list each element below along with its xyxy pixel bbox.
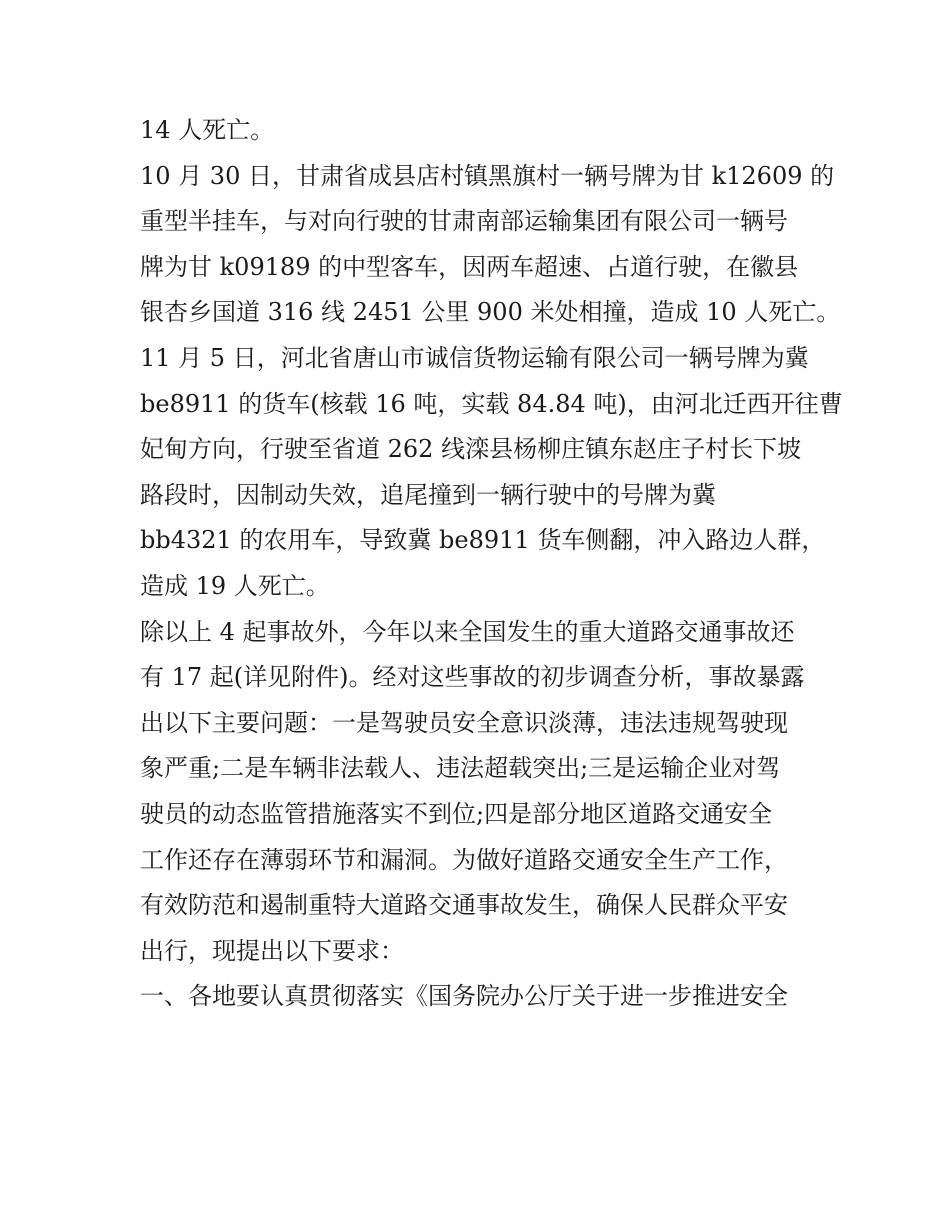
text-line: 造成 19 人死亡。 (140, 571, 330, 600)
text-line: 牌为甘 k09189 的中型客车，因两车超速、占道行驶，在徽县 (140, 252, 799, 281)
document-body (140, 108, 843, 1020)
text-line: 妃甸方向，行驶至省道 262 线滦县杨柳庄镇东赵庄子村长下坡 (140, 435, 802, 464)
text-line: 11 月 5 日，河北省唐山市诚信货物运输有限公司一辆号牌为冀 (140, 343, 809, 372)
text-line: 银杏乡国道 316 线 2451 公里 900 米处相撞，造成 10 人死亡。 (140, 298, 841, 327)
text-line: 象严重;二是车辆非法载人、违法超载突出;三是运输企业对驾 (140, 754, 781, 783)
text-line: 出行，现提出以下要求： (140, 936, 404, 965)
text-line: 有效防范和遏制重特大道路交通事故发生，确保人民群众平安 (140, 891, 788, 920)
text-line: 驶员的动态监管措施落实不到位;四是部分地区道路交通安全 (140, 799, 773, 828)
text-line: be8911 的货车(核载 16 吨，实载 84.84 吨)，由河北迁西开往曹 (140, 389, 843, 418)
text-line: 14 人死亡。 (140, 116, 275, 144)
text-line: 有 17 起(详见附件)。经对这些事故的初步调查分析，事故暴露 (140, 663, 805, 692)
text-line: 工作还存在薄弱环节和漏洞。为做好道路交通安全生产工作， (140, 845, 788, 874)
text-line: 除以上 4 起事故外，今年以来全国发生的重大道路交通事故还 (140, 617, 795, 646)
text-line: 重型半挂车，与对向行驶的甘肃南部运输集团有限公司一辆号 (140, 207, 788, 236)
text-line: 出以下主要问题：一是驾驶员安全意识淡薄，违法违规驾驶现 (140, 708, 788, 737)
text-line: 一、各地要认真贯彻落实《国务院办公厅关于进一步推进安全 (140, 982, 788, 1011)
text-line: 路段时，因制动失效，追尾撞到一辆行驶中的号牌为冀 (140, 480, 716, 509)
text-line: bb4321 的农用车，导致冀 be8911 货车侧翻，冲入路边人群， (140, 526, 826, 555)
text-line: 10 月 30 日，甘肃省成县店村镇黑旗村一辆号牌为甘 k12609 的 (140, 161, 835, 190)
